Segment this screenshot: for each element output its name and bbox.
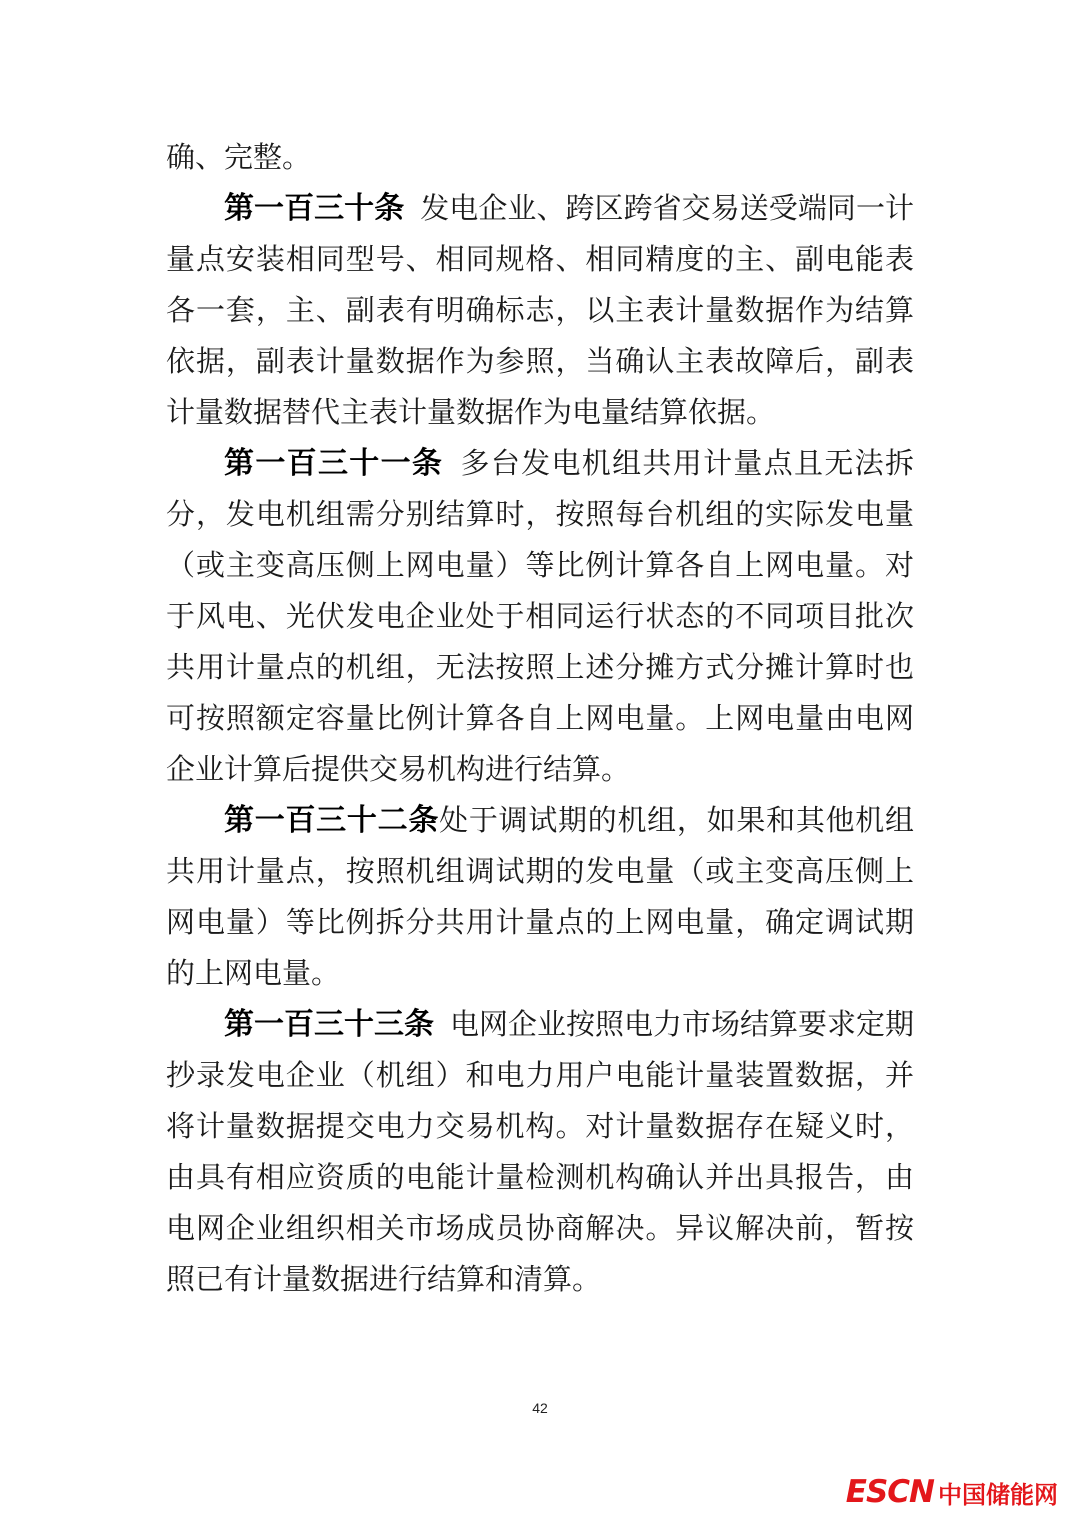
article-132 (166, 795, 914, 999)
article-130 (166, 183, 914, 438)
paragraph-continuation (166, 132, 914, 183)
article-text: 处于调试期的机组，如果和其他机组共用计量点，按照机组调试期的发电量（或主变高压侧上网电量）等比例拆分共用计量点的上网电量，确定调试期的上网电量。 (166, 803, 914, 990)
article-number: 第一百三十一条 (224, 446, 444, 481)
article-text: 多台发电机组共用计量点且无法拆分，发电机组需分别结算时，按照每台机组的实际发电量（或主变高压侧上网电量）等比例计算各自上网电量。对于风电、光伏发电企业处于相同运行状态的不同项目批次共用计量点的机组，无法按照上述分摊方式分摊计算时也可按照额定容量比例计算各自上网电量。上网电量由电网企业计算后提供交易机构进行结算。 (166, 446, 914, 786)
article-text: 电网企业按照电力市场结算要求定期抄录发电企业（机组）和电力用户电能计量装置数据，并将计量数据提交电力交易机构。对计量数据存在疑义时，由具有相应资质的电能计量检测机构确认并出具报告，由电网企业组织相关市场成员协商解决。异议解决前，暂按照已有计量数据进行结算和清算。 (166, 1007, 914, 1296)
article-133 (166, 999, 914, 1305)
escn-watermark-logo (846, 1472, 1058, 1512)
article-number: 第一百三十三条 (224, 1007, 435, 1042)
document-body (166, 132, 914, 1305)
page-number: 42 (532, 1400, 548, 1416)
article-text: 发电企业、跨区跨省交易送受端同一计量点安装相同型号、相同规格、相同精度的主、副电能表各一套，主、副表有明确标志，以主表计量数据作为结算依据，副表计量数据作为参照，当确认主表故障后，副表计量数据替代主表计量数据作为电量结算依据。 (166, 191, 914, 429)
article-131 (166, 438, 914, 795)
article-number: 第一百三十条 (224, 191, 405, 226)
watermark-chinese: 中国储能网 (938, 1480, 1058, 1509)
article-number: 第一百三十二条 (224, 803, 440, 838)
paragraph-text: 确、完整。 (166, 140, 312, 174)
watermark-latin: ESCN (845, 1474, 934, 1510)
